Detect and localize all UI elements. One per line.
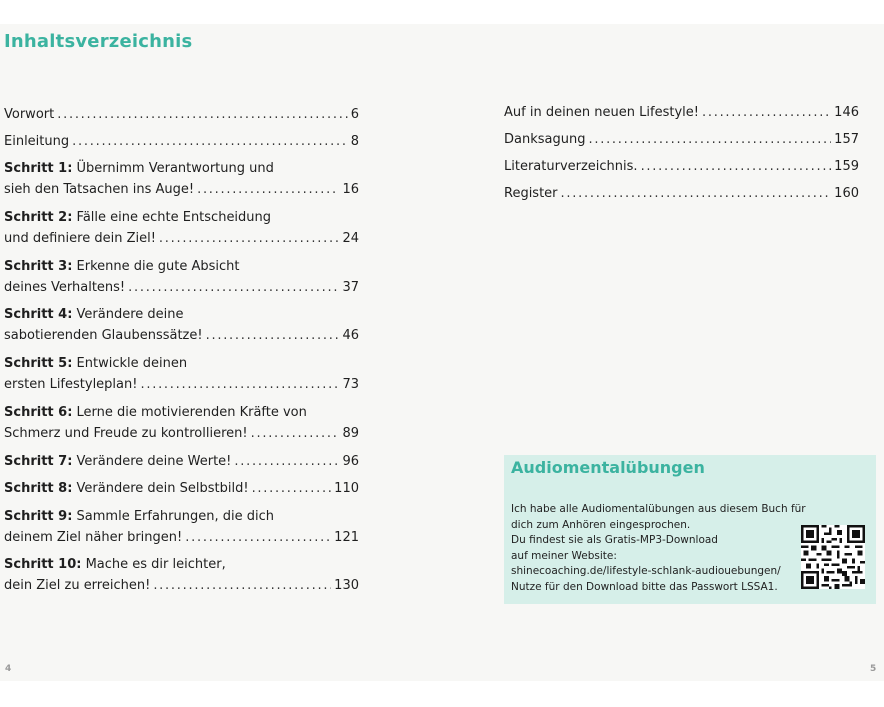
- audio-box-line: auf meiner Website:: [511, 549, 617, 562]
- toc-entry-title: Lerne die motivierenden Kräfte von: [76, 405, 307, 420]
- audio-box-title: Audiomentalübungen: [511, 458, 705, 477]
- toc-step-label: Schritt 9:: [4, 509, 73, 524]
- toc-entry-title: Mache es dir leichter,: [85, 557, 226, 572]
- toc-entry-text: [4, 325, 203, 346]
- toc-entry-text: [504, 156, 638, 177]
- toc-page-number: 159: [834, 159, 859, 174]
- toc-entry-text: [4, 575, 150, 596]
- toc-entry: [504, 156, 859, 177]
- toc-entry-line: [4, 304, 359, 325]
- toc-entry-line: [4, 374, 359, 395]
- toc-entry-text: [4, 256, 240, 277]
- toc-leader-dots: [140, 374, 339, 395]
- toc-entry-text: [4, 104, 54, 125]
- toc-entry-title: Fälle eine echte Entscheidung: [76, 210, 272, 225]
- audio-box-line: dich zum Anhören eingesprochen.: [511, 518, 691, 531]
- toc-entry-title: Sammle Erfahrungen, die dich: [76, 509, 274, 524]
- page-number-left: 4: [5, 664, 12, 674]
- toc-entry-text: [4, 554, 226, 575]
- toc-page-number: 46: [342, 328, 359, 343]
- toc-entry: [4, 506, 359, 548]
- toc-entry-line: [4, 179, 359, 200]
- toc-leader-dots: [128, 277, 339, 298]
- toc-entry-title: dein Ziel zu erreichen!: [4, 578, 151, 593]
- toc-page-number: 157: [834, 132, 859, 147]
- toc-entry-text: [504, 183, 558, 204]
- toc-entry-title: Entwickle deinen: [76, 356, 188, 371]
- toc-step-label: Schritt 6:: [4, 405, 73, 420]
- toc-step-label: Schritt 8:: [4, 481, 73, 496]
- toc-entry-title: sieh den Tatsachen ins Auge!: [4, 182, 195, 197]
- toc-leader-dots: [251, 423, 340, 444]
- toc-leader-dots: [197, 179, 339, 200]
- toc-leader-dots: [252, 478, 332, 499]
- toc-page-number: 89: [342, 426, 359, 441]
- toc-entry-line: [4, 478, 359, 499]
- toc-leader-dots: [588, 129, 831, 150]
- toc-entry-line: [4, 131, 359, 152]
- toc-leader-dots: [561, 183, 832, 204]
- toc-step-label: Schritt 2:: [4, 210, 73, 225]
- toc-entry-line: [4, 353, 359, 374]
- toc-entry-text: [4, 131, 69, 152]
- toc-entry-title: Danksagung: [504, 132, 586, 147]
- toc-page-number: 160: [834, 186, 859, 201]
- toc-entry: [4, 104, 359, 125]
- toc-leader-dots: [234, 451, 339, 472]
- toc-step-label: Schritt 10:: [4, 557, 82, 572]
- toc-leader-dots: [185, 527, 331, 548]
- audio-box-text: [511, 502, 811, 596]
- toc-step-label: Schritt 1:: [4, 161, 73, 176]
- toc-entry: [504, 102, 859, 123]
- toc-entry-text: [504, 102, 699, 123]
- toc-entry-title: Verändere deine: [76, 307, 184, 322]
- toc-entry: [4, 304, 359, 346]
- toc-entry-line: [4, 575, 359, 596]
- toc-page-number: 130: [334, 578, 359, 593]
- toc-entry-title: Verändere deine Werte!: [76, 454, 232, 469]
- toc-entry-line: [4, 402, 359, 423]
- toc-page-number: 16: [342, 182, 359, 197]
- toc-entry: [504, 183, 859, 204]
- toc-entry-text: [504, 129, 585, 150]
- toc-entry-line: [4, 158, 359, 179]
- toc-entry: [4, 402, 359, 444]
- toc-entry-title: Einleitung: [4, 134, 70, 149]
- toc-entry-text: [4, 527, 182, 548]
- toc-entry-text: [4, 158, 274, 179]
- toc-entry-title: deinem Ziel näher bringen!: [4, 530, 183, 545]
- toc-step-label: Schritt 3:: [4, 259, 73, 274]
- toc-step-label: Schritt 7:: [4, 454, 73, 469]
- page-number-right: 5: [870, 664, 877, 674]
- toc-entry-text: [4, 478, 249, 499]
- toc-entry: [4, 158, 359, 200]
- toc-entry-text: [4, 506, 274, 527]
- toc-page-number: 146: [834, 105, 859, 120]
- toc-entry-line: [4, 325, 359, 346]
- toc-entry-line: [4, 527, 359, 548]
- toc-entry-line: [504, 156, 859, 177]
- toc-entry-title: Literaturverzeichnis.: [504, 159, 638, 174]
- toc-entry-title: und definiere dein Ziel!: [4, 231, 156, 246]
- toc-entry-text: [4, 353, 187, 374]
- toc-leader-dots: [159, 228, 340, 249]
- toc-page-number: 8: [350, 134, 359, 149]
- toc-entry-title: Auf in deinen neuen Lifestyle!: [504, 105, 699, 120]
- toc-step-label: Schritt 5:: [4, 356, 73, 371]
- toc-entry-line: [504, 102, 859, 123]
- toc-entry-title: Erkenne die gute Absicht: [76, 259, 240, 274]
- toc-entry-line: [4, 104, 359, 125]
- toc-entry-line: [4, 228, 359, 249]
- audio-info-box: [504, 455, 876, 604]
- toc-entry: [4, 131, 359, 152]
- toc-entry-line: [4, 256, 359, 277]
- toc-page-number: 24: [342, 231, 359, 246]
- toc-entry: [4, 554, 359, 596]
- toc-entry: [4, 207, 359, 249]
- audio-box-line: Nutze für den Download bitte das Passwort LSSA1.: [511, 580, 778, 593]
- toc-entry-line: [4, 506, 359, 527]
- toc-entry: [4, 256, 359, 298]
- toc-entry-title: deines Verhaltens!: [4, 280, 126, 295]
- audio-box-line: Du findest sie als Gratis-MP3-Download: [511, 534, 718, 547]
- toc-page-number: 121: [334, 530, 359, 545]
- toc-entry-line: [4, 423, 359, 444]
- toc-entry-line: [4, 277, 359, 298]
- toc-entry-text: [4, 207, 271, 228]
- toc-entry-line: [504, 129, 859, 150]
- toc-entry-title: Vorwort: [4, 107, 55, 122]
- toc-entry-text: [4, 423, 248, 444]
- audio-box-line: Ich habe alle Audiomentalübungen aus diesem Buch für: [511, 503, 806, 515]
- toc-entry-line: [504, 183, 859, 204]
- qr-code-icon: [801, 525, 865, 589]
- toc-entry-text: [4, 228, 156, 249]
- toc-leader-dots: [702, 102, 831, 123]
- toc-leader-dots: [57, 104, 348, 125]
- toc-leader-dots: [641, 156, 832, 177]
- audio-box-url: shinecoaching.de/lifestyle-schlank-audiouebungen/: [511, 565, 781, 578]
- toc-leader-dots: [153, 575, 331, 596]
- toc-leader-dots: [72, 131, 348, 152]
- toc-entry: [504, 129, 859, 150]
- toc-entry-title: Übernimm Verantwortung und: [76, 161, 274, 176]
- toc-entry-line: [4, 451, 359, 472]
- toc-entry-text: [4, 277, 125, 298]
- toc-entry-text: [4, 179, 194, 200]
- toc-entry: [4, 353, 359, 395]
- toc-entry-text: [4, 451, 231, 472]
- toc-page-number: 110: [334, 481, 359, 496]
- toc-entry-title: sabotierenden Glaubenssätze!: [4, 328, 203, 343]
- toc-entry-text: [4, 374, 137, 395]
- toc-entry-title: Verändere dein Selbstbild!: [76, 481, 249, 496]
- toc-page-number: 96: [342, 454, 359, 469]
- toc-entry: [4, 478, 359, 499]
- toc-entry-line: [4, 554, 359, 575]
- toc-page-number: 6: [350, 107, 359, 122]
- toc-leader-dots: [206, 325, 340, 346]
- toc-entry-title: Schmerz und Freude zu kontrollieren!: [4, 426, 248, 441]
- toc-page-number: 73: [342, 377, 359, 392]
- toc-entry-title: Register: [504, 186, 558, 201]
- toc-entry-text: [4, 304, 184, 325]
- page-title: Inhaltsverzeichnis: [4, 31, 193, 52]
- toc-page-number: 37: [342, 280, 359, 295]
- toc-entry-text: [4, 402, 307, 423]
- toc-entry-title: ersten Lifestyleplan!: [4, 377, 138, 392]
- toc-step-label: Schritt 4:: [4, 307, 73, 322]
- toc-entry: [4, 451, 359, 472]
- toc-entry-line: [4, 207, 359, 228]
